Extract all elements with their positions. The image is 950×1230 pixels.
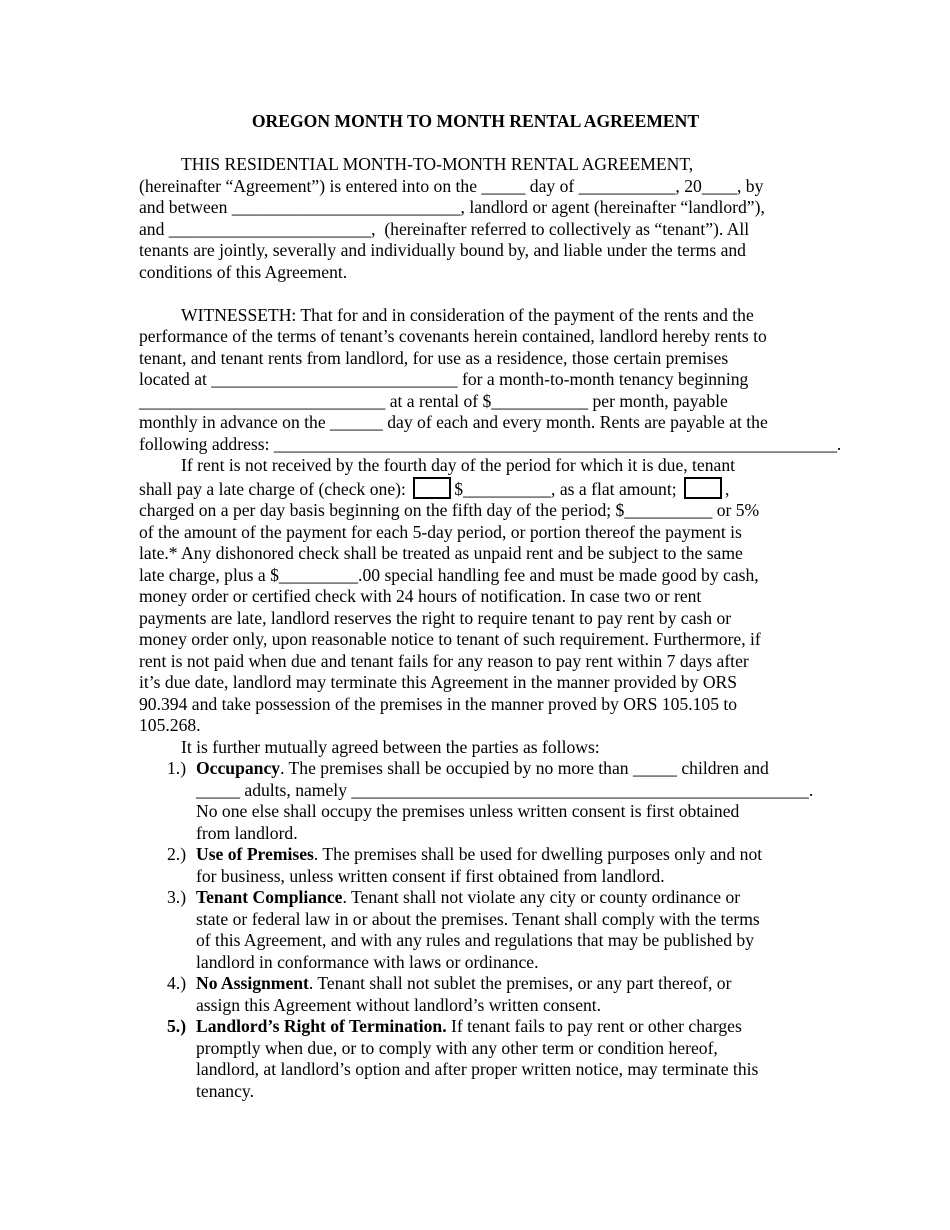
list-item-3-line-2: state or federal law in or about the premises. Tenant shall comply with the terms [196, 908, 760, 929]
flat-amount-checkbox[interactable] [413, 477, 451, 499]
list-item-2-number: 2.) [167, 844, 187, 864]
paragraph-2-line-6: monthly in advance on the ______ day of each and every month. Rents are payable at the [139, 412, 768, 432]
per-day-basis-checkbox[interactable] [684, 477, 722, 499]
list-item-5-line-3: landlord, at landlord’s option and after proper written notice, may terminate this [196, 1059, 759, 1079]
list-item-4-line-1: No Assignment. Tenant shall not sublet the premises, or any part thereof, or [196, 973, 732, 993]
paragraph-3-line-10: rent is not paid when due and tenant fails for any reason to pay rent within 7 days after [139, 650, 749, 671]
list-item-5-line-2: promptly when due, or to comply with any other term or condition hereof, [196, 1037, 718, 1058]
list-item-5-line-1: Landlord’s Right of Termination. If tenant fails to pay rent or other charges [196, 1016, 742, 1036]
list-item-5-number: 5.) [167, 1016, 187, 1036]
list-item-3-number: 3.) [167, 887, 187, 907]
paragraph-2-line-3: tenant, and tenant rents from landlord, for use as a residence, those certain premises [139, 347, 729, 368]
paragraph-3-line-8: payments are late, landlord reserves the right to require tenant to pay rent by cash or [139, 607, 732, 628]
paragraph-3-line-1: If rent is not received by the fourth day of the period for which it is due, tenant [181, 455, 736, 475]
list-item-2-line-2: for business, unless written consent if first obtained from landlord. [196, 865, 665, 886]
paragraph-3-line-4: of the amount of the payment for each 5-day period, or portion thereof the payment is [139, 521, 742, 542]
paragraph-spacer [139, 133, 812, 155]
paragraph-4-line-1: It is further mutually agreed between the parties as follows: [181, 736, 600, 757]
paragraph-3-line-5: late.* Any dishonored check shall be treated as unpaid rent and be subject to the same [139, 543, 743, 563]
paragraph-3-line-13: 105.268. [139, 715, 201, 735]
list-item-1-line-2: _____ adults, namely ____________________________________________________. [196, 779, 814, 800]
document-body [139, 133, 842, 1103]
list-item-3-line-3: of this Agreement, and with any rules and regulations that may be published by [196, 930, 754, 950]
list-item-2 [167, 844, 812, 887]
paragraph-2-line-4: located at ____________________________ for a month-to-month tenancy beginning [139, 369, 749, 389]
paragraph-2-line-5: ____________________________ at a rental of $___________ per month, payable [139, 390, 728, 411]
list-item-1 [167, 758, 814, 844]
paragraph-spacer [139, 283, 812, 305]
paragraph-1-line-5: tenants are jointly, severally and individually bound by, and liable under the terms and [139, 240, 746, 260]
paragraph-3-line-2: shall pay a late charge of (check one): $__________, as a flat amount; , [139, 478, 730, 499]
paragraph-1-line-1: THIS RESIDENTIAL MONTH-TO-MONTH RENTAL AGREEMENT, [181, 154, 694, 174]
list-item-3-line-4: landlord in conformance with laws or ordinance. [196, 951, 539, 972]
list-item-1-line-4: from landlord. [196, 822, 298, 843]
paragraph-1-line-3: and between __________________________, landlord or agent (hereinafter “landlord”), [139, 197, 765, 217]
list-item-5 [167, 1016, 812, 1102]
paragraph-2-line-2: performance of the terms of tenant’s covenants herein contained, landlord hereby rents to [139, 326, 767, 346]
paragraph-3-line-6: late charge, plus a $_________.00 special handling fee and must be made good by cash, [139, 564, 759, 585]
list-item-4 [167, 973, 812, 1016]
paragraph-3-line-7: money order or certified check with 24 hours of notification. In case two or rent [139, 586, 702, 606]
paragraph-1-line-2: (hereinafter “Agreement”) is entered into on the _____ day of ___________, 20____, by [139, 175, 764, 196]
list-item-1-line-1: Occupancy. The premises shall be occupied by no more than _____ children and [196, 758, 769, 778]
paragraph-2-line-1: WITNESSETH: That for and in consideration of the payment of the rents and the [181, 304, 754, 325]
paragraph-2-line-7: following address: ________________________________________________________________. [139, 433, 842, 454]
list-item-1-number: 1.) [167, 758, 187, 778]
paragraph-3-line-3: charged on a per day basis beginning on the fifth day of the period; $__________ or 5% [139, 500, 760, 520]
list-item-1-line-3: No one else shall occupy the premises unless written consent is first obtained [196, 801, 740, 821]
list-item-2-line-1: Use of Premises. The premises shall be used for dwelling purposes only and not [196, 844, 763, 864]
list-item-4-line-2: assign this Agreement without landlord’s written consent. [196, 994, 602, 1015]
paragraph-3-line-11: it’s due date, landlord may terminate this Agreement in the manner provided by ORS [139, 672, 738, 692]
list-item-3-line-1: Tenant Compliance. Tenant shall not violate any city or county ordinance or [196, 887, 741, 907]
list-item-5-line-4: tenancy. [196, 1080, 254, 1101]
paragraph-3-line-9: money order only, upon reasonable notice to tenant of such requirement. Furthermore, if [139, 629, 761, 649]
list-item-4-number: 4.) [167, 973, 187, 993]
document-title: OREGON MONTH TO MONTH RENTAL AGREEMENT [251, 111, 700, 131]
paragraph-1-line-4: and _______________________, (hereinafter referred to collectively as “tenant”). All [139, 218, 750, 239]
paragraph-3-line-12: 90.394 and take possession of the premises in the manner proved by ORS 105.105 to [139, 693, 738, 714]
list-item-3 [167, 887, 812, 973]
paragraph-1-line-6: conditions of this Agreement. [139, 261, 348, 282]
